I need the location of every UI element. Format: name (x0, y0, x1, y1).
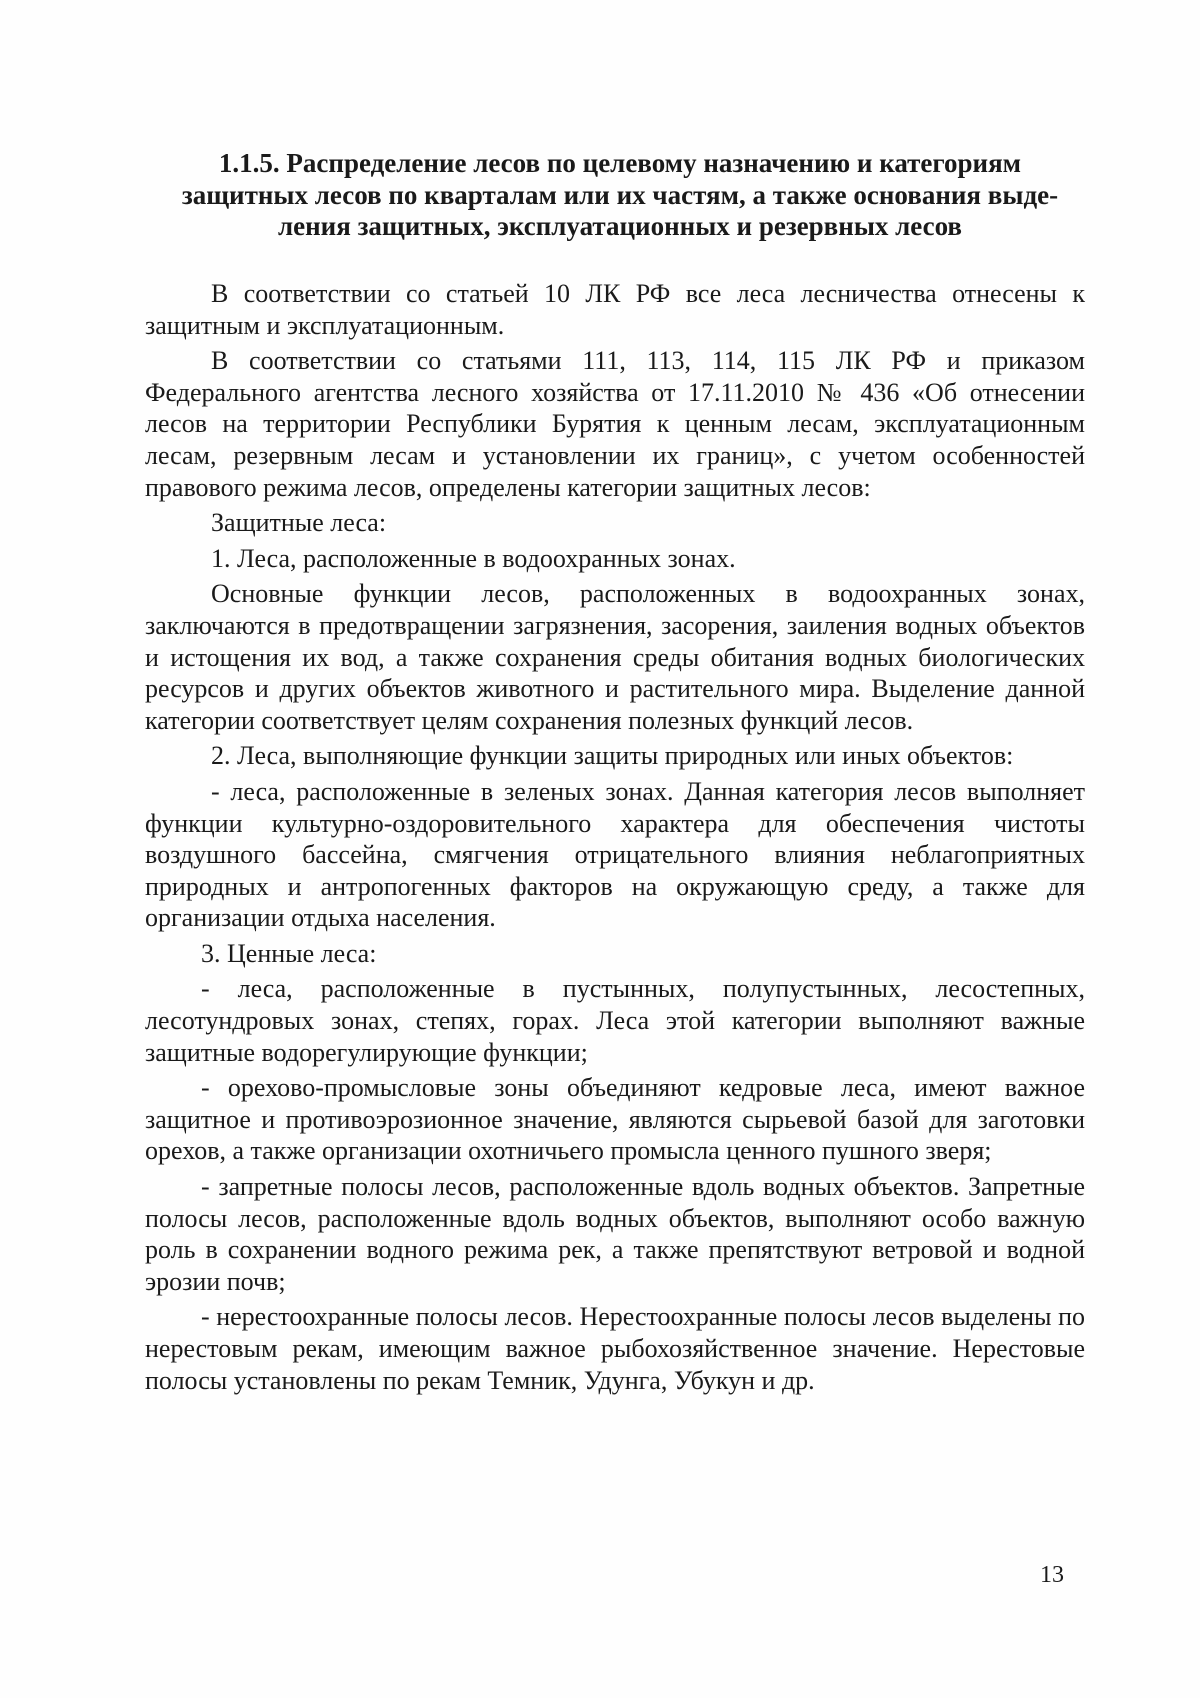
paragraph: В соответствии со статьями 111, 113, 114, 115 ЛК РФ и приказом Федерального агентства лесного хозяйства от 17.11.2010 № 436 «Об отнесении лесов на территории Республики Бурятия к ценным лесам, эксплуатационным лесам, резервным лесам и установлении их границ», с учетом особенностей правового режима лесов, определены категории защитных лесов: (145, 346, 1085, 502)
paragraph: 3. Ценные леса: (201, 938, 377, 968)
section-heading-line: 1.1.5. Распределение лесов по целевому назначению и категориям (218, 148, 1022, 178)
paragraph: - леса, расположенные в пустынных, полупустынных, лесостепных, лесотундровых зонах, степях, горах. Леса этой категории выполняют важные защитные водорегулирующие функции; (145, 974, 1085, 1067)
body-text (145, 278, 1085, 1396)
paragraph: 1. Леса, расположенные в водоохранных зонах. (211, 543, 736, 573)
paragraph: - орехово-промысловые зоны объединяют кедровые леса, имеют важное защитное и противоэрозионное значение, являются сырьевой базой для заготовки орехов, а также организации охотничьего промысла ценного пушного зверя; (145, 1073, 1085, 1166)
paragraph: Основные функции лесов, расположенных в водоохранных зонах, заключаются в предотвращении загрязнения, засорения, заиления водных объектов и истощения их вод, а также сохранения среды обитания водных биологических ресурсов и других объектов животного и растительного мира. Выделение данной категории соответствует целям сохранения полезных функций лесов. (145, 579, 1085, 735)
section-heading (150, 148, 1090, 243)
paragraph: 2. Леса, выполняющие функции защиты природных или иных объектов: (211, 741, 1014, 771)
paragraph: Защитные леса: (211, 508, 387, 538)
paragraph: - леса, расположенные в зеленых зонах. Данная категория лесов выполняет функции культурно-оздоровительного характера для обеспечения чистоты воздушного бассейна, смягчения отрицательного влияния неблагоприятных природных и антропогенных факторов на окружающую среду, а также для организации отдыха населения. (145, 776, 1085, 933)
paragraph: - нерестоохранные полосы лесов. Нерестоохранные полосы лесов выделены по нерестовым рекам, имеющим важное рыбохозяйственное значение. Нерестовые полосы установлены по рекам Темник, Удунга, Убукун и др. (145, 1302, 1085, 1395)
page-number: 13 (1040, 1562, 1064, 1588)
paragraph: В соответствии со статьей 10 ЛК РФ все леса лесничества отнесены к защитным и эксплуатационным. (145, 279, 1085, 340)
paragraph: - запретные полосы лесов, расположенные вдоль водных объектов. Запретные полосы лесов, расположенные вдоль водных объектов, выполняют особо важную роль в сохранении водного режима рек, а также препятствуют ветровой и водной эрозии почв; (145, 1172, 1085, 1296)
section-heading-line: защитных лесов по кварталам или их частям, а также основания выде- (181, 179, 1059, 210)
section-heading-line: ления защитных, эксплуатационных и резервных лесов (277, 211, 963, 241)
